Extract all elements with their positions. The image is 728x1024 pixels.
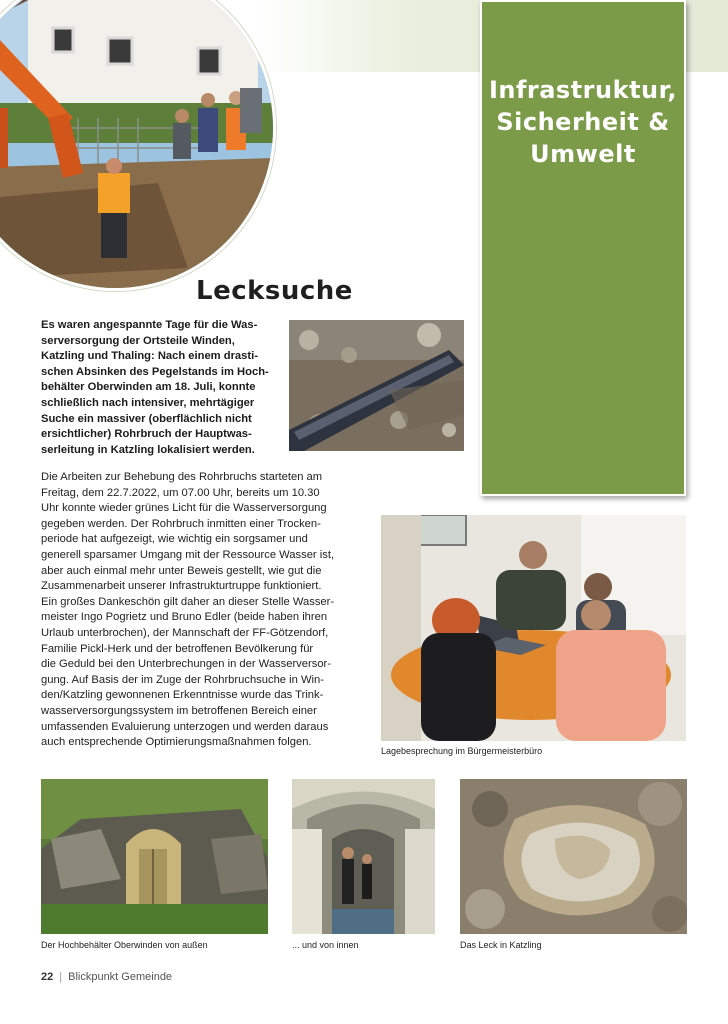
lead-line: behälter Oberwinden am 18. Juli, konnte <box>41 381 256 394</box>
section-title-line: Infrastruktur, <box>488 76 678 104</box>
section-banner <box>480 0 686 496</box>
body-line: wasserversorgungssystem im betroffenen Bereich einer <box>41 704 317 717</box>
body-line: umfassenden Evaluierung unterzogen und werden daraus <box>41 720 329 733</box>
body-line: gung. Auf Basis der im Zuge der Rohrbruchsuche in Win- <box>41 673 324 686</box>
body-line: Familie Pickl-Herk und der betroffenen Bevölkerung für <box>41 642 314 655</box>
pipe-break-photo <box>289 320 464 451</box>
body-line: Uhr konnte wieder grünes Licht für die Wasserversorgung <box>41 502 327 515</box>
lead-line: schen Absinken des Pegelstands im Hoch- <box>41 365 269 378</box>
page-number: 22 <box>41 971 54 983</box>
meeting-caption: Lagebesprechung im Bürgermeisterbüro <box>381 746 543 756</box>
section-title <box>482 74 684 170</box>
lead-line: schließlich nach intensiver, mehrtägiger <box>41 396 255 409</box>
lead-line: ersichtlicher) Rohrbruch der Hauptwas- <box>41 428 252 441</box>
body-line: den/Katzling gewonnenen Erkenntnisse wurde das Trink- <box>41 689 324 702</box>
reservoir-outside-caption: Der Hochbehälter Oberwinden von außen <box>41 940 208 950</box>
body-line: Freitag, dem 22.7.2022, um 07.00 Uhr, bereits um 10.30 <box>41 486 320 499</box>
page-footer <box>41 971 172 983</box>
section-title-line: Sicherheit & <box>496 108 670 136</box>
reservoir-inside-photo <box>292 779 435 934</box>
body-line: aber auch einmal mehr unter Beweis gestellt, wie gut die <box>41 564 322 577</box>
reservoir-inside-caption: ... und von innen <box>292 940 359 950</box>
meeting-photo <box>381 515 686 741</box>
lead-line: Katzling und Thaling: Nach einem drasti- <box>41 350 258 363</box>
article-lead <box>41 318 282 458</box>
footer-separator: | <box>59 971 63 983</box>
body-line: Die Arbeiten zur Behebung des Rohrbruchs starteten am <box>41 471 323 483</box>
section-title-line: Umwelt <box>530 140 636 168</box>
publication-name: Blickpunkt Gemeinde <box>68 971 173 983</box>
article-headline: Lecksuche <box>196 276 353 306</box>
lead-line: serleitung in Katzling lokalisiert werden. <box>41 443 255 456</box>
construction-site-photo <box>0 0 276 291</box>
leak-photo <box>460 779 687 934</box>
leak-caption: Das Leck in Katzling <box>460 940 542 950</box>
body-line: Ein großes Dankeschön gilt daher an dieser Stelle Wasser- <box>41 595 335 608</box>
body-line: Urlaub unterbrochen), der Mannschaft der FF-Götzendorf, <box>41 626 329 639</box>
lead-line: Es waren angespannte Tage für die Was- <box>41 319 258 331</box>
body-line: Zusammenarbeit unserer Infrastrukturtruppe funktioniert. <box>41 580 322 593</box>
lead-line: serversorgung der Ortsteile Winden, <box>41 334 235 347</box>
reservoir-outside-photo <box>41 779 268 934</box>
body-line: gegeben werden. Der Rohrbruch inmitten einer Trocken- <box>41 517 321 530</box>
body-line: generell sparsamer Umgang mit der Ressource Wasser ist, <box>41 548 335 561</box>
body-line: auch entsprechende Optimierungsmaßnahmen folgen. <box>41 736 312 749</box>
body-line: die Geduld bei den Unterbrechungen in der Wasserversor- <box>41 658 331 671</box>
body-line: periode hat aufgezeigt, wie wichtig ein sorgsamer und <box>41 533 308 546</box>
article-body <box>41 470 347 751</box>
lead-line: Suche ein massiver (oberflächlich nicht <box>41 412 252 425</box>
body-line: meister Ingo Pogrietz und Bruno Edler (beide haben ihren <box>41 611 328 624</box>
